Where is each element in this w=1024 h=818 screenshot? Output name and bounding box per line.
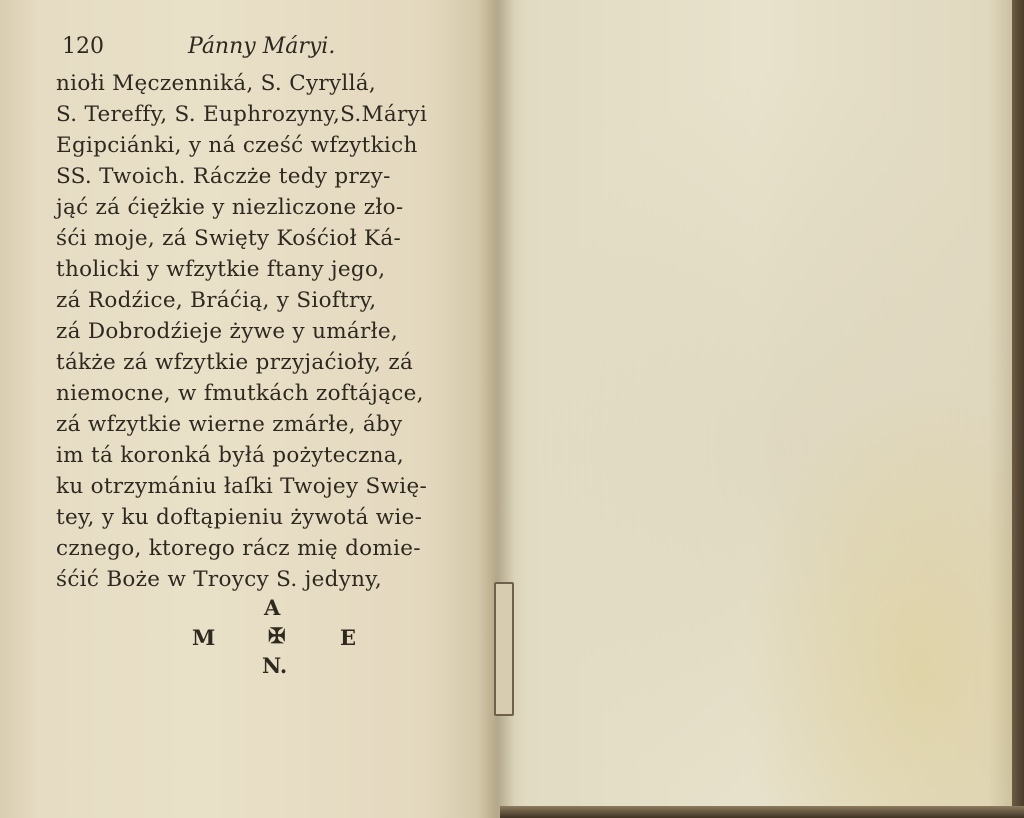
amen-letter-e: E (340, 625, 357, 650)
page-tab-marker (494, 582, 514, 716)
page-text (56, 34, 486, 685)
text-line: śći moje, zá Swięty Kośćioł Ká- (56, 226, 402, 251)
text-line: tey, y ku doftąpieniu żywotá wie- (56, 505, 423, 530)
cross-icon: ✠ (268, 623, 286, 648)
text-line: tholicki y wfzytkie ftany jego, (56, 257, 386, 282)
text-line: SS. Twoich. Ráczże tedy przy- (56, 164, 391, 189)
text-line: niemocne, w fmutkách zoftájące, (56, 381, 424, 406)
text-line: cznego, ktorego rácz mię domie- (56, 536, 421, 561)
amen-cross-arrangement (56, 595, 486, 685)
cover-edge-right (1012, 0, 1024, 818)
text-line: śćić Boże w Troycy S. jedyny, (56, 567, 383, 592)
page-header (56, 34, 486, 68)
text-line: zá wfzytkie wierne zmárłe, áby (56, 412, 403, 437)
cover-edge-bottom (500, 806, 1024, 818)
text-line: niołi Męczenniká, S. Cyryllá, (56, 71, 377, 96)
text-line: im tá koronká byłá pożyteczna, (56, 443, 405, 468)
text-line: S. Tereffy, S. Euphrozyny,S.Máryi (56, 102, 428, 127)
text-line: zá Rodźice, Bráćią, y Sioftry, (56, 288, 377, 313)
amen-letter-a: A (264, 595, 281, 620)
text-line: tákże zá wfzytkie przyjaćioły, zá (56, 350, 414, 375)
amen-letter-n: N. (262, 653, 288, 678)
text-line: jąć zá ćiężkie y niezliczone zło- (56, 195, 404, 220)
amen-letter-m: M (192, 625, 216, 650)
text-line: ku otrzymániu łaſki Twojey Swię- (56, 474, 428, 499)
page-number: 120 (62, 34, 104, 59)
running-head: Pánny Máryi. (188, 34, 336, 59)
text-line: Egipciánki, y ná cześć wfzytkich (56, 133, 418, 158)
right-page-blank (496, 0, 1014, 818)
text-line: zá Dobrodźieje żywe y umárłe, (56, 319, 399, 344)
left-page (0, 0, 500, 818)
